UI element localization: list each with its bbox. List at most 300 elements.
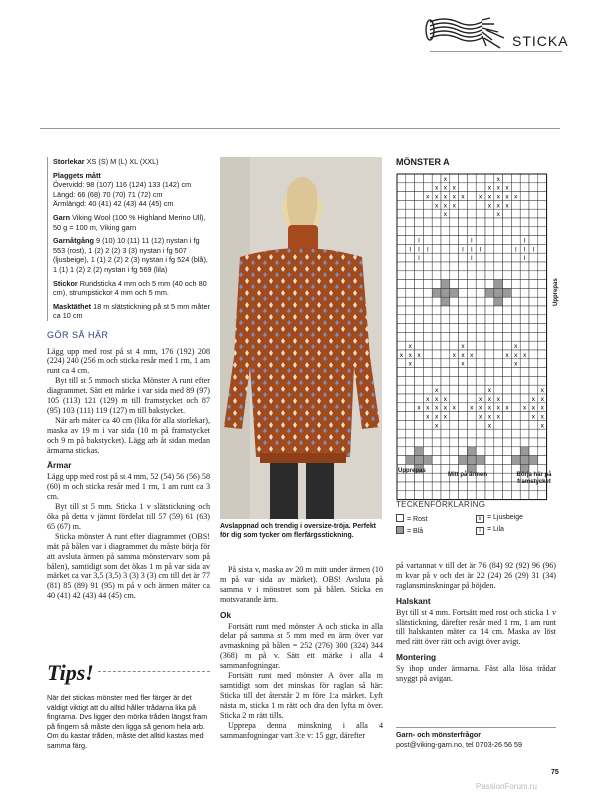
- paragraph: Sticka mönster A runt efter diagrammet (OBS! mät på bålen var i diagrammet du måste börja för att avsluta ärmen på samma mönstervarv som på bålen), samtidigt som det ökas 1 m på var sida av märket ca var 3,5 (3,5) 3 (3) 3 (3) cm till det är 77 (81) 85 (89) 91 (95) m på v och ärmen mäter ca 40 (41) 42 (43) 44 (45) cm.: [47, 531, 210, 601]
- chart-cell-mark: x: [443, 175, 448, 183]
- chart-cell: [406, 271, 415, 280]
- chart-cell: [538, 447, 547, 456]
- chart-cell: [476, 438, 485, 447]
- chart-cell-mark: x: [505, 193, 509, 201]
- chart-cell-mark: x: [531, 404, 536, 412]
- chart-cell: [397, 324, 406, 333]
- chart-cell: [503, 394, 512, 403]
- chart-cell: [423, 297, 432, 306]
- chart-cell: [441, 447, 450, 456]
- chart-cell: [494, 385, 503, 394]
- chart-cell: [485, 491, 494, 500]
- chart-cell: [423, 183, 432, 192]
- chart-cell: [441, 288, 450, 297]
- swatch-ljusbeige: x: [476, 515, 484, 523]
- chart-cell: [450, 456, 459, 465]
- chart-cell-mark: x: [443, 413, 448, 421]
- chart-cell: [459, 218, 468, 227]
- chart-cell: [485, 262, 494, 271]
- chart-cell: [423, 368, 432, 377]
- chart-cell: [415, 174, 424, 183]
- chart-cell: [467, 385, 476, 394]
- chart-cell: [397, 412, 406, 421]
- chart-cell-mark: x: [540, 404, 544, 412]
- section-label: STICKA: [512, 33, 569, 49]
- chart-cell: [423, 420, 432, 429]
- chart-cell: [494, 429, 503, 438]
- legend-item: l = Lila: [476, 526, 556, 535]
- chart-cell-mark: x: [496, 184, 500, 192]
- chart-cell: [529, 324, 538, 333]
- chart-cell: [511, 262, 520, 271]
- chart-cell-mark: x: [417, 351, 421, 359]
- chart-cell: [467, 174, 476, 183]
- chart-cell-mark: x: [531, 413, 536, 421]
- chart-cell-mark: x: [487, 395, 492, 403]
- legend: [396, 514, 556, 535]
- chart-cell: [432, 341, 441, 350]
- chart-cell: [415, 447, 424, 456]
- chart-cell: [494, 244, 503, 253]
- chart-cell: [485, 359, 494, 368]
- chart-cell: [397, 403, 406, 412]
- chart-cell: [432, 218, 441, 227]
- chart-cell: [441, 491, 450, 500]
- chart-cell: [397, 262, 406, 271]
- chart-cell-mark: l: [471, 237, 473, 245]
- chart-cell: [494, 332, 503, 341]
- chart-cell: [511, 394, 520, 403]
- chart-cell: [511, 306, 520, 315]
- chart-cell: [441, 429, 450, 438]
- chart-cell: [538, 236, 547, 245]
- chart-cell: [450, 253, 459, 262]
- chart-cell: [459, 403, 468, 412]
- chart-cell: [450, 236, 459, 245]
- chart-cell: [520, 385, 529, 394]
- chart-cell: [503, 438, 512, 447]
- chart-cell: [520, 456, 529, 465]
- chart-cell: [520, 183, 529, 192]
- spec-yarn: Garn Viking Wool (100 % Highland Merino Ull), 50 g = 100 m, Viking garn: [53, 212, 206, 232]
- chart-cell: [441, 332, 450, 341]
- chart-cell: [406, 288, 415, 297]
- chart-cell: [423, 324, 432, 333]
- chart-cell: [485, 315, 494, 324]
- chart-cell: [397, 227, 406, 236]
- chart-cell: [415, 280, 424, 289]
- chart-cell: [450, 332, 459, 341]
- chart-cell: [494, 491, 503, 500]
- chart-cell: [406, 385, 415, 394]
- chart-cell: [538, 297, 547, 306]
- chart-cell: [485, 447, 494, 456]
- chart-cell: [538, 174, 547, 183]
- chart-cell: [467, 412, 476, 421]
- chart-cell: [467, 447, 476, 456]
- chart-cell: [511, 456, 520, 465]
- chart-cell-mark: x: [505, 351, 509, 359]
- chart-cell: [485, 306, 494, 315]
- chart-cell: [450, 394, 459, 403]
- chart-cell: [450, 429, 459, 438]
- sweater-photo: [220, 157, 382, 519]
- chart-cell: [503, 412, 512, 421]
- chart-cell: [529, 350, 538, 359]
- chart-cell: [485, 288, 494, 297]
- chart-cell: [503, 324, 512, 333]
- chart-cell-mark: x: [514, 351, 518, 359]
- chart-cell: [538, 244, 547, 253]
- chart-cell: [459, 368, 468, 377]
- chart-cell: [415, 341, 424, 350]
- chart-cell: [529, 236, 538, 245]
- chart-cell: [520, 429, 529, 438]
- chart-cell-mark: x: [522, 351, 527, 359]
- chart-cell-mark: x: [478, 395, 483, 403]
- chart-cell: [450, 482, 459, 491]
- chart-cell: [406, 447, 415, 456]
- chart-cell: [467, 183, 476, 192]
- chart-cell: [441, 236, 450, 245]
- header-rule: [40, 128, 560, 129]
- chart-cell: [538, 262, 547, 271]
- chart-cell: [503, 429, 512, 438]
- chart-cell: [432, 262, 441, 271]
- chart-cell: [529, 227, 538, 236]
- chart-cell: [450, 288, 459, 297]
- chart-cell: [494, 218, 503, 227]
- chart-cell: [406, 236, 415, 245]
- chart-cell: [432, 332, 441, 341]
- legend-item: = Rost: [396, 514, 476, 523]
- spec-measures: Plaggets mått Övervidd: 98 (107) 116 (124) 133 (142) cm Längd: 66 (68) 70 (70) 71 (72) cm Ärmlängd: 40 (41) 42 (43) 44 (45) cm: [53, 170, 192, 209]
- chart-cell: [397, 192, 406, 201]
- chart-cell: [397, 456, 406, 465]
- paragraph: Byt till st 4 mm. Fortsätt med rost och sticka 1 v slätstickning, därefter resår med 1 rm, 1 am runt till halskanten mäter ca 14 cm. Maska av löst med rätt över rätt och avigt över avigt.: [396, 607, 556, 647]
- chart-cell-mark: x: [478, 404, 483, 412]
- chart-cell: [467, 420, 476, 429]
- chart-cell: [467, 368, 476, 377]
- chart-cell: [520, 324, 529, 333]
- chart-cell-mark: l: [515, 246, 517, 254]
- chart-cell: [450, 297, 459, 306]
- chart-cell: [459, 324, 468, 333]
- chart-cell: [397, 491, 406, 500]
- chart-cell: [538, 209, 547, 218]
- chart-cell: [503, 262, 512, 271]
- ok-heading: Ok: [220, 609, 232, 620]
- chart-cell: [397, 447, 406, 456]
- chart-cell: [432, 350, 441, 359]
- chart-cell: [494, 315, 503, 324]
- chart-cell: [397, 183, 406, 192]
- chart-cell: [520, 368, 529, 377]
- chart-cell: [485, 244, 494, 253]
- chart-cell: [432, 297, 441, 306]
- chart-cell-mark: x: [443, 193, 448, 201]
- chart-cell: [432, 368, 441, 377]
- swatch-lila: l: [476, 527, 484, 535]
- chart-cell-mark: x: [496, 413, 500, 421]
- chart-cell: [397, 244, 406, 253]
- chart-cell: [511, 280, 520, 289]
- chart-cell: [467, 341, 476, 350]
- chart-cell: [432, 456, 441, 465]
- chart-cell: [406, 332, 415, 341]
- chart-cell: [476, 262, 485, 271]
- chart-cell: [476, 332, 485, 341]
- chart-cell: [397, 482, 406, 491]
- chart-cell: [476, 420, 485, 429]
- chart-cell: [406, 368, 415, 377]
- chart-cell: [423, 280, 432, 289]
- chart-cell-mark: l: [418, 255, 420, 263]
- chart-cell: [485, 227, 494, 236]
- chart-cell: [415, 385, 424, 394]
- chart-cell: [441, 244, 450, 253]
- chart-cell: [397, 420, 406, 429]
- chart-cell: [476, 350, 485, 359]
- chart-cell: [503, 218, 512, 227]
- chart-cell: [459, 209, 468, 218]
- chart-cell: [538, 192, 547, 201]
- chart-cell: [529, 420, 538, 429]
- chart-cell: [538, 271, 547, 280]
- chart-cell: [476, 447, 485, 456]
- chart-cell: [441, 368, 450, 377]
- chart-cell: [520, 420, 529, 429]
- chart-cell: [538, 332, 547, 341]
- spec-sizes: Storlekar XS (S) M (L) XL (XXL): [53, 157, 159, 166]
- chart-cell: [494, 341, 503, 350]
- chart-cell: [529, 359, 538, 368]
- chart-cell: [415, 394, 424, 403]
- chart-cell: [511, 324, 520, 333]
- chart-cell-mark: x: [487, 387, 492, 395]
- chart-cell: [415, 315, 424, 324]
- paragraph: På sista v, maska av 20 m mitt under ärmen (10 m på var sida av märket). OBS! Avsluta på samma v i mönstret som på bålen. Sticka en motsvarande ärm.: [220, 565, 383, 604]
- chart-cell: [406, 253, 415, 262]
- chart-cell: [503, 174, 512, 183]
- chart-cell: [467, 227, 476, 236]
- chart-cell-mark: x: [434, 202, 439, 210]
- chart-cell: [503, 332, 512, 341]
- chart-cell: [485, 324, 494, 333]
- chart-cell: [503, 315, 512, 324]
- chart-cell-mark: l: [523, 255, 526, 263]
- chart-cell: [415, 262, 424, 271]
- chart-cell-mark: x: [408, 343, 412, 351]
- chart-cell: [441, 482, 450, 491]
- repeat-horizontal-label: Upprepas: [398, 468, 426, 474]
- chart-cell: [432, 227, 441, 236]
- chart-cell: [538, 183, 547, 192]
- chart-cell: [415, 209, 424, 218]
- chart-cell: [529, 456, 538, 465]
- chart-cell: [476, 218, 485, 227]
- chart-cell-mark: x: [452, 202, 456, 210]
- chart-cell: [494, 376, 503, 385]
- paragraph: När arb mäter ca 40 cm (lika för alla storlekar), maska av 19 m i var sida (10 m på framstycket och 9 m på bakstycket). Lägg arb åt sidan medan ärmarna stickas.: [47, 415, 210, 455]
- chart-cell-mark: x: [540, 387, 544, 395]
- chart-cell: [520, 209, 529, 218]
- chart-cell: [529, 288, 538, 297]
- chart-cell: [467, 376, 476, 385]
- chart-cell-mark: x: [452, 193, 456, 201]
- chart-cell: [503, 420, 512, 429]
- chart-cell-mark: x: [452, 404, 456, 412]
- chart-cell: [415, 306, 424, 315]
- chart-cell: [485, 271, 494, 280]
- chart-cell: [450, 218, 459, 227]
- pattern-chart: [396, 173, 548, 501]
- chart-cell-mark: x: [452, 351, 456, 359]
- chart-cell: [511, 315, 520, 324]
- chart-cell: [511, 183, 520, 192]
- chart-cell: [511, 403, 520, 412]
- chart-cell: [485, 253, 494, 262]
- paragraph: på vartannat v till det är 76 (84) 92 (92) 96 (96) m kvar på v och det är 22 (24) 26 (29) 31 (34) raglansminskningar på höjden.: [396, 561, 556, 590]
- chart-cell: [397, 174, 406, 183]
- chart-cell: [520, 394, 529, 403]
- chart-cell: [423, 359, 432, 368]
- chart-cell: [511, 218, 520, 227]
- chart-cell: [432, 306, 441, 315]
- chart-cell: [511, 227, 520, 236]
- chart-cell: [529, 218, 538, 227]
- chart-cell: [441, 253, 450, 262]
- chart-cell: [511, 297, 520, 306]
- chart-cell: [423, 385, 432, 394]
- chart-cell: [503, 271, 512, 280]
- chart-cell: [520, 174, 529, 183]
- chart-cell-mark: x: [487, 413, 492, 421]
- chart-cell: [406, 412, 415, 421]
- chart-cell: [423, 341, 432, 350]
- chart-cell: [415, 429, 424, 438]
- chart-cell: [423, 482, 432, 491]
- chart-cell-mark: x: [434, 395, 439, 403]
- chart-cell-mark: x: [434, 184, 439, 192]
- chart-cell: [415, 288, 424, 297]
- chart-cell: [450, 271, 459, 280]
- page-number: 75: [551, 769, 559, 776]
- chart-cell: [538, 227, 547, 236]
- chart-cell: [520, 438, 529, 447]
- watermark: PassionForum.ru: [476, 782, 537, 791]
- chart-cell: [511, 200, 520, 209]
- chart-cell: [423, 262, 432, 271]
- chart-cell: [459, 447, 468, 456]
- spec-box: [47, 157, 210, 321]
- chart-cell: [476, 271, 485, 280]
- chart-cell: [485, 482, 494, 491]
- chart-cell: [467, 491, 476, 500]
- chart-cell: [432, 253, 441, 262]
- chart-cell: [485, 350, 494, 359]
- chart-cell: [415, 456, 424, 465]
- chart-cell: [406, 280, 415, 289]
- chart-cell: [406, 420, 415, 429]
- chart-cell: [406, 192, 415, 201]
- instructions-body: [47, 347, 210, 602]
- chart-cell: [406, 306, 415, 315]
- chart-cell: [415, 491, 424, 500]
- chart-cell-mark: x: [540, 422, 544, 430]
- chart-cell: [397, 253, 406, 262]
- chart-cell-mark: l: [523, 246, 526, 254]
- chart-cell: [423, 491, 432, 500]
- chart-cell: [406, 218, 415, 227]
- chart-cell: [511, 385, 520, 394]
- chart-cell: [494, 447, 503, 456]
- chart-cell: [494, 482, 503, 491]
- chart-cell-mark: x: [408, 351, 412, 359]
- chart-cell: [538, 368, 547, 377]
- contact-link[interactable]: post@viking-garn.no, tel 0703-26 56 59: [396, 740, 522, 749]
- chart-cell: [459, 183, 468, 192]
- chart-cell: [397, 209, 406, 218]
- chart-cell: [529, 253, 538, 262]
- chart-cell: [467, 306, 476, 315]
- chart-cell: [520, 332, 529, 341]
- chart-cell: [397, 385, 406, 394]
- chart-cell: [520, 227, 529, 236]
- halskant-heading: Halskant: [396, 595, 431, 606]
- chart-cell: [459, 227, 468, 236]
- chart-cell-mark: l: [479, 246, 482, 254]
- spec-gauge: Masktäthet 18 m slätstickning på st 5 mm måter ca 10 cm: [53, 301, 210, 321]
- chart-cell-mark: x: [434, 404, 439, 412]
- chart-cell: [415, 297, 424, 306]
- chart-cell: [538, 306, 547, 315]
- chart-cell: [415, 376, 424, 385]
- chart-cell: [503, 227, 512, 236]
- chart-cell: [415, 438, 424, 447]
- chart-cell: [529, 200, 538, 209]
- tips-divider: [98, 671, 210, 672]
- chart-cell: [520, 315, 529, 324]
- chart-cell: [415, 420, 424, 429]
- chart-cell: [476, 174, 485, 183]
- chart-cell: [494, 359, 503, 368]
- chart-cell-mark: l: [532, 246, 535, 254]
- chart-cell: [459, 332, 468, 341]
- chart-cell: [450, 315, 459, 324]
- chart-cell: [450, 280, 459, 289]
- chart-cell: [529, 429, 538, 438]
- chart-cell: [450, 341, 459, 350]
- chart-cell: [432, 376, 441, 385]
- chart-cell: [406, 227, 415, 236]
- chart-cell-mark: x: [434, 193, 439, 201]
- chart-cell: [406, 200, 415, 209]
- chart-cell: [459, 200, 468, 209]
- chart-cell: [397, 429, 406, 438]
- chart-cell: [476, 253, 485, 262]
- chart-cell: [494, 253, 503, 262]
- chart-cell: [529, 447, 538, 456]
- chart-cell: [511, 236, 520, 245]
- chart-cell-mark: x: [505, 184, 509, 192]
- chart-cell: [494, 306, 503, 315]
- chart-cell: [529, 174, 538, 183]
- chart-cell: [423, 315, 432, 324]
- chart-cell-mark: x: [461, 193, 465, 201]
- chart-cell: [459, 376, 468, 385]
- paragraph: Byt till st 5 mm. Sticka 1 v slätstickning och öka på detta v jämnt fördelat till 57 (59) 61 (63) 65 (67) m.: [47, 502, 210, 531]
